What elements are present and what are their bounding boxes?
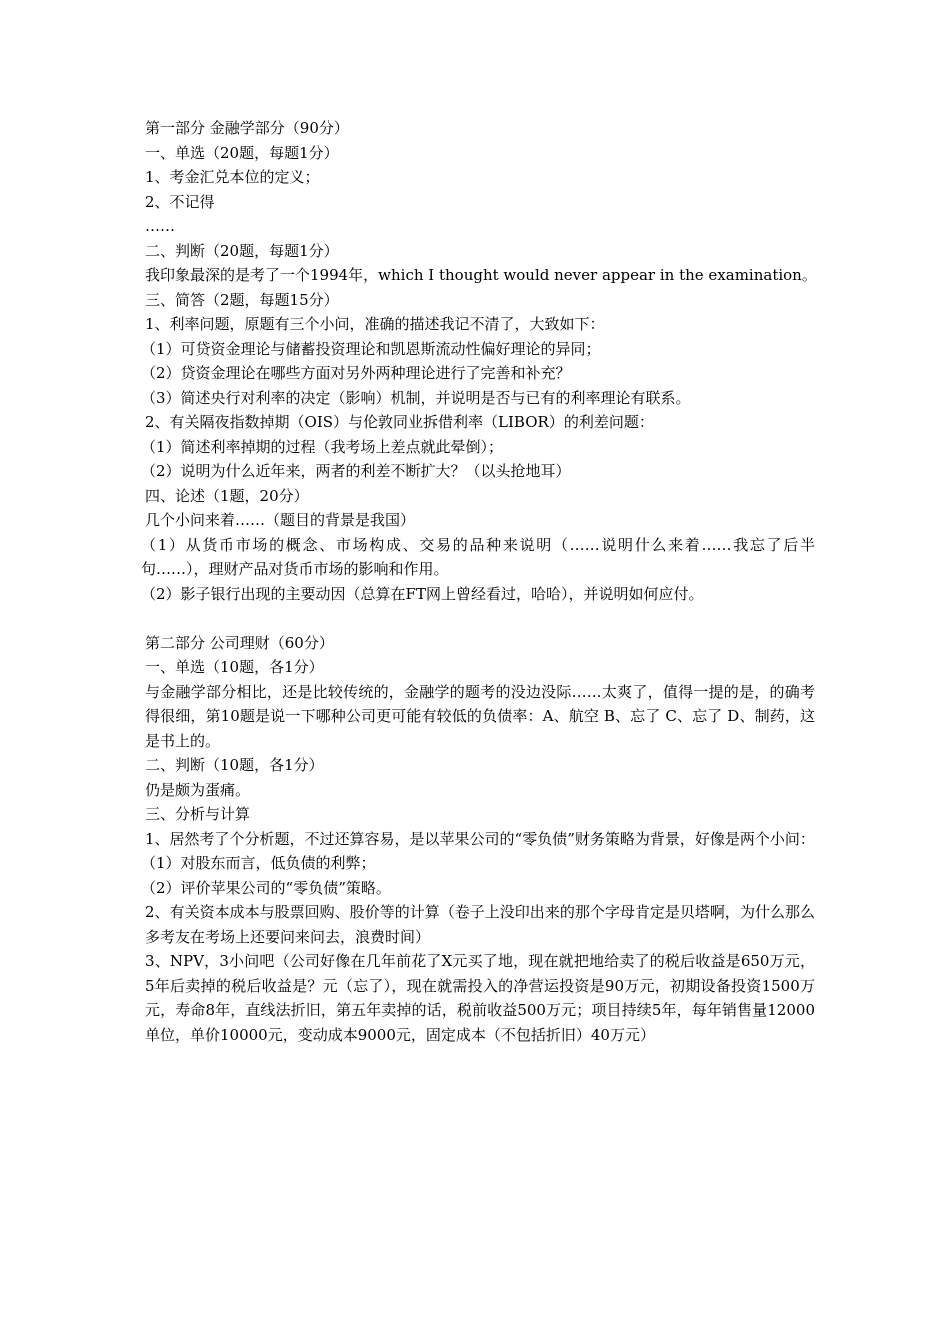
part1-section3-heading: 三、简答（2题，每题15分） <box>145 290 339 309</box>
part1-section3-q1-a: （1）可贷资金理论与储蓄投资理论和凯恩斯流动性偏好理论的异同； <box>141 339 601 358</box>
part2-section3-q1: 1、居然考了个分析题，不过还算容易，是以苹果公司的“零负债”财务策略为背景，好像是两个小问： <box>145 829 815 848</box>
part1-section3-q2-a: （1）简述利率掉期的过程（我考场上差点就此晕倒）； <box>141 437 504 456</box>
part2-section2-text: 仍是颇为蛋痛。 <box>145 780 251 799</box>
part1-section3-q1-c: （3）简述央行对利率的决定（影响）机制，并说明是否与已有的利率理论有联系。 <box>141 388 691 407</box>
part1-section3-q1: 1、利率问题，原题有三个小问，准确的描述我记不清了，大致如下： <box>145 315 605 333</box>
part1-section1-ellipsis: …… <box>145 217 175 235</box>
part2-section3-q3: 3、NPV，3小问吧（公司好像在几年前花了X元买了地，现在就把地给卖了的税后收益是650万元，5年后卖掉的税后收益是？元（忘了），现在就需投入的净营运投资是90万元，初期设备投资1500万元，寿命8年，直线法折旧，第五年卖掉的话，税前收益500万元；项目持续5年，每年销售量12000单位，单价10000元，变动成本9000元，固定成本（不包括折旧）40万元） <box>145 952 815 1044</box>
part2-title: 第二部分 公司理财（60分） <box>145 633 334 652</box>
part2-section3-q2: 2、有关资本成本与股票回购、股价等的计算（卷子上没印出来的那个字母肯定是贝塔啊，为什么那么多考友在考场上还要问来问去，浪费时间） <box>145 903 815 946</box>
part1-section1-heading: 一、单选（20题，每题1分） <box>145 143 339 162</box>
part1-section4-intro: 几个小问来着……（题目的背景是我国） <box>145 511 416 529</box>
part1-section2-heading: 二、判断（20题，每题1分） <box>145 241 339 260</box>
part1-section1-q1: 1、考金汇兑本位的定义； <box>145 168 320 186</box>
part2-section3-heading: 三、分析与计算 <box>145 805 251 823</box>
document-body <box>141 116 817 1047</box>
part2-section2-heading: 二、判断（10题，各1分） <box>145 756 324 774</box>
part2-section1-heading: 一、单选（10题，各1分） <box>145 658 324 676</box>
part1-section2-text: 我印象最深的是考了一个1994年，which I thought would never appear in the examination。 <box>145 266 817 284</box>
part1-section4-heading: 四、论述（1题，20分） <box>145 486 309 505</box>
part2-section1-text: 与金融学部分相比，还是比较传统的，金融学的题考的没边没际……太爽了，值得一提的是，的确考得很细，第10题是说一下哪种公司更可能有较低的负债率：A、航空 B、忘了 C、忘了 D、制药，这是书上的。 <box>145 682 815 750</box>
part1-section3-q1-b: （2）贷资金理论在哪些方面对另外两种理论进行了完善和补充？ <box>141 364 571 382</box>
part1-section3-q2-b: （2）说明为什么近年来，两者的利差不断扩大？（以头抢地耳） <box>141 462 571 480</box>
part2-section3-q1-b: （2）评价苹果公司的“零负债”策略。 <box>141 878 391 897</box>
section-spacer <box>145 606 815 631</box>
part1-section3-q2: 2、有关隔夜指数掉期（OIS）与伦敦同业拆借利率（LIBOR）的利差问题： <box>145 413 654 431</box>
part1-section4-a: （1）从货币市场的概念、市场构成、交易的品种来说明（……说明什么来着……我忘了后半句……），理财产品对货币市场的影响和作用。 <box>141 535 815 578</box>
part1-section1-q2: 2、不记得 <box>145 192 215 211</box>
part1-section4-b: （2）影子银行出现的主要动因（总算在FT网上曾经看过，哈哈），并说明如何应付。 <box>141 584 704 603</box>
part1-title: 第一部分 金融学部分（90分） <box>145 119 349 137</box>
part2-section3-q1-a: （1）对股东而言，低负债的利弊； <box>141 854 376 872</box>
